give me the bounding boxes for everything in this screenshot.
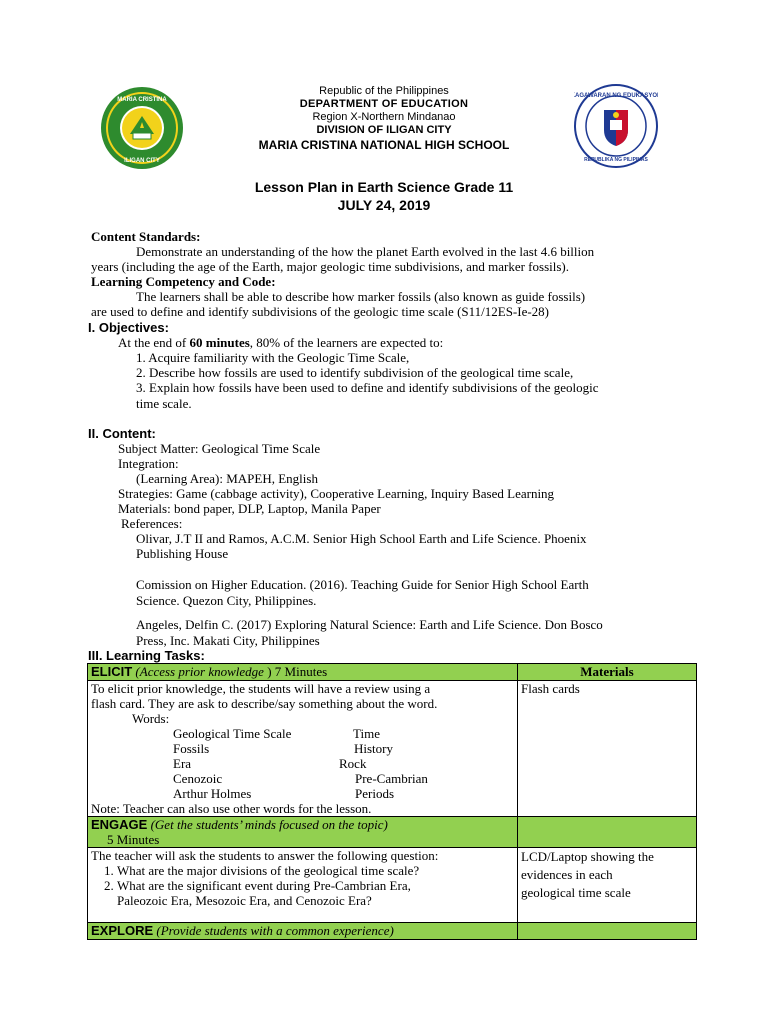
svg-text:KAGAWARAN NG EDUKASYON: KAGAWARAN NG EDUKASYON (574, 93, 658, 99)
content-standards-heading: Content Standards: (91, 229, 201, 244)
competency-text-2: are used to define and identify subdivisions of the geologic time scale (S11/12ES-Ie-28) (91, 304, 550, 319)
objective-item-3-cont: time scale. (136, 396, 192, 411)
engage-question-2: 2. What are the significant event during Pre-Cambrian Era, Paleozoic Era, Mesozoic Era, and Cenozoic Era? (117, 878, 514, 908)
elicit-note-line: Note: Teacher can also use other words for the lesson. (91, 801, 372, 816)
reference-2-cont: Science. Quezon City, Philippines. (136, 593, 317, 608)
header-region: Region X-Northern Mindanao (312, 111, 456, 123)
engage-materials-1: LCD/Laptop showing the (521, 849, 654, 864)
content-materials: Materials: bond paper, DLP, Laptop, Manila Paper (118, 501, 381, 516)
elicit-text-1: To elicit prior knowledge, the students will have a review using a (91, 681, 431, 696)
svg-text:ILIGAN CITY: ILIGAN CITY (124, 158, 160, 164)
word-3a: Era (173, 756, 192, 771)
engage-note: (Get the students’ minds focused on the topic) (150, 817, 388, 832)
content-heading: II. Content: (88, 426, 156, 441)
content-integration: Integration: (118, 456, 179, 471)
lesson-title: Lesson Plan in Earth Science Grade 11 (254, 179, 514, 195)
materials-header: Materials (518, 664, 697, 681)
elicit-note: (Access prior knowledge (135, 664, 264, 679)
engage-body-row (88, 848, 697, 923)
objective-item-3: 3. Explain how fossils have been used to define and identify subdivisions of the geologic (136, 380, 599, 395)
reference-3: Angeles, Delfin C. (2017) Exploring Natural Science: Earth and Life Science. Don Bosco (136, 617, 603, 632)
elicit-label: ELICIT (91, 664, 133, 679)
svg-text:REPUBLIKA NG PILIPINAS: REPUBLIKA NG PILIPINAS (584, 157, 648, 163)
content-subject: Subject Matter: Geological Time Scale (118, 441, 321, 456)
header-department: DEPARTMENT OF EDUCATION (299, 98, 469, 110)
svg-text:MARIA CRISTINA: MARIA CRISTINA (117, 97, 167, 103)
engage-question-1: 1. What are the major divisions of the geological time scale? (117, 863, 514, 878)
word-4a: Cenozoic (173, 771, 223, 786)
word-1b: Time (353, 726, 380, 741)
header-division: DIVISION OF ILIGAN CITY (316, 124, 452, 136)
engage-materials-2: evidences in each (521, 867, 613, 882)
engage-questions (91, 863, 514, 908)
word-5a: Arthur Holmes (173, 786, 252, 801)
explore-label: EXPLORE (91, 923, 154, 938)
competency-text-1: The learners shall be able to describe how marker fossils (also known as guide fossils) (136, 289, 586, 304)
elicit-text-2: flash card. They are ask to describe/say something about the word. (91, 696, 438, 711)
competency-heading: Learning Competency and Code: (91, 274, 276, 289)
objective-item-1: 1. Acquire familiarity with the Geologic Time Scale, (136, 350, 410, 365)
word-5b: Periods (355, 786, 394, 801)
elicit-time: ) 7 Minutes (263, 664, 328, 679)
content-standards-text-1: Demonstrate an understanding of the how the planet Earth evolved in the last 4.6 billion (136, 244, 595, 259)
content-standards-text-2: years (including the age of the Earth, major geologic time subdivisions, and marker fossils). (91, 259, 569, 274)
elicit-header-row (88, 664, 697, 681)
engage-intro: The teacher will ask the students to answer the following question: (91, 848, 439, 863)
learning-tasks-heading: III. Learning Tasks: (88, 648, 205, 663)
word-1a: Geological Time Scale (173, 726, 292, 741)
word-2a: Fossils (173, 741, 210, 756)
word-3b: Rock (339, 756, 367, 771)
learning-tasks-table (87, 663, 697, 940)
word-2b: History (354, 741, 393, 756)
explore-header-row (88, 923, 697, 940)
explore-note: (Provide students with a common experience) (156, 923, 394, 938)
header-republic: Republic of the Philippines (319, 85, 449, 97)
content-strategies: Strategies: Game (cabbage activity), Cooperative Learning, Inquiry Based Learning (118, 486, 555, 501)
engage-time: 5 Minutes (107, 832, 160, 847)
reference-3-cont: Press, Inc. Makati City, Philippines (136, 633, 320, 648)
objectives-heading: I. Objectives: (88, 320, 169, 335)
elicit-body-row (88, 681, 697, 817)
objective-item-2: 2. Describe how fossils are used to identify subdivision of the geological time scale, (136, 365, 574, 380)
reference-1-cont: Publishing House (136, 546, 229, 561)
engage-header-row (88, 817, 697, 848)
reference-1: Olivar, J.T II and Ramos, A.C.M. Senior High School Earth and Life Science. Phoenix (136, 531, 587, 546)
elicit-words-label: Words: (132, 711, 170, 726)
content-learning-area: (Learning Area): MAPEH, English (136, 471, 318, 486)
engage-label: ENGAGE (91, 817, 148, 832)
lesson-date: JULY 24, 2019 (337, 197, 431, 213)
engage-materials-3: geological time scale (521, 885, 631, 900)
header-school: MARIA CRISTINA NATIONAL HIGH SCHOOL (258, 138, 510, 152)
word-4b: Pre-Cambrian (355, 771, 428, 786)
objectives-intro: At the end of 60 minutes, 80% of the learners are expected to: (118, 335, 444, 350)
elicit-words-grid (91, 726, 514, 801)
elicit-materials: Flash cards (518, 681, 697, 817)
content-references-label: References: (121, 516, 183, 531)
reference-2: Comission on Higher Education. (2016). Teaching Guide for Senior High School Earth (136, 577, 589, 592)
